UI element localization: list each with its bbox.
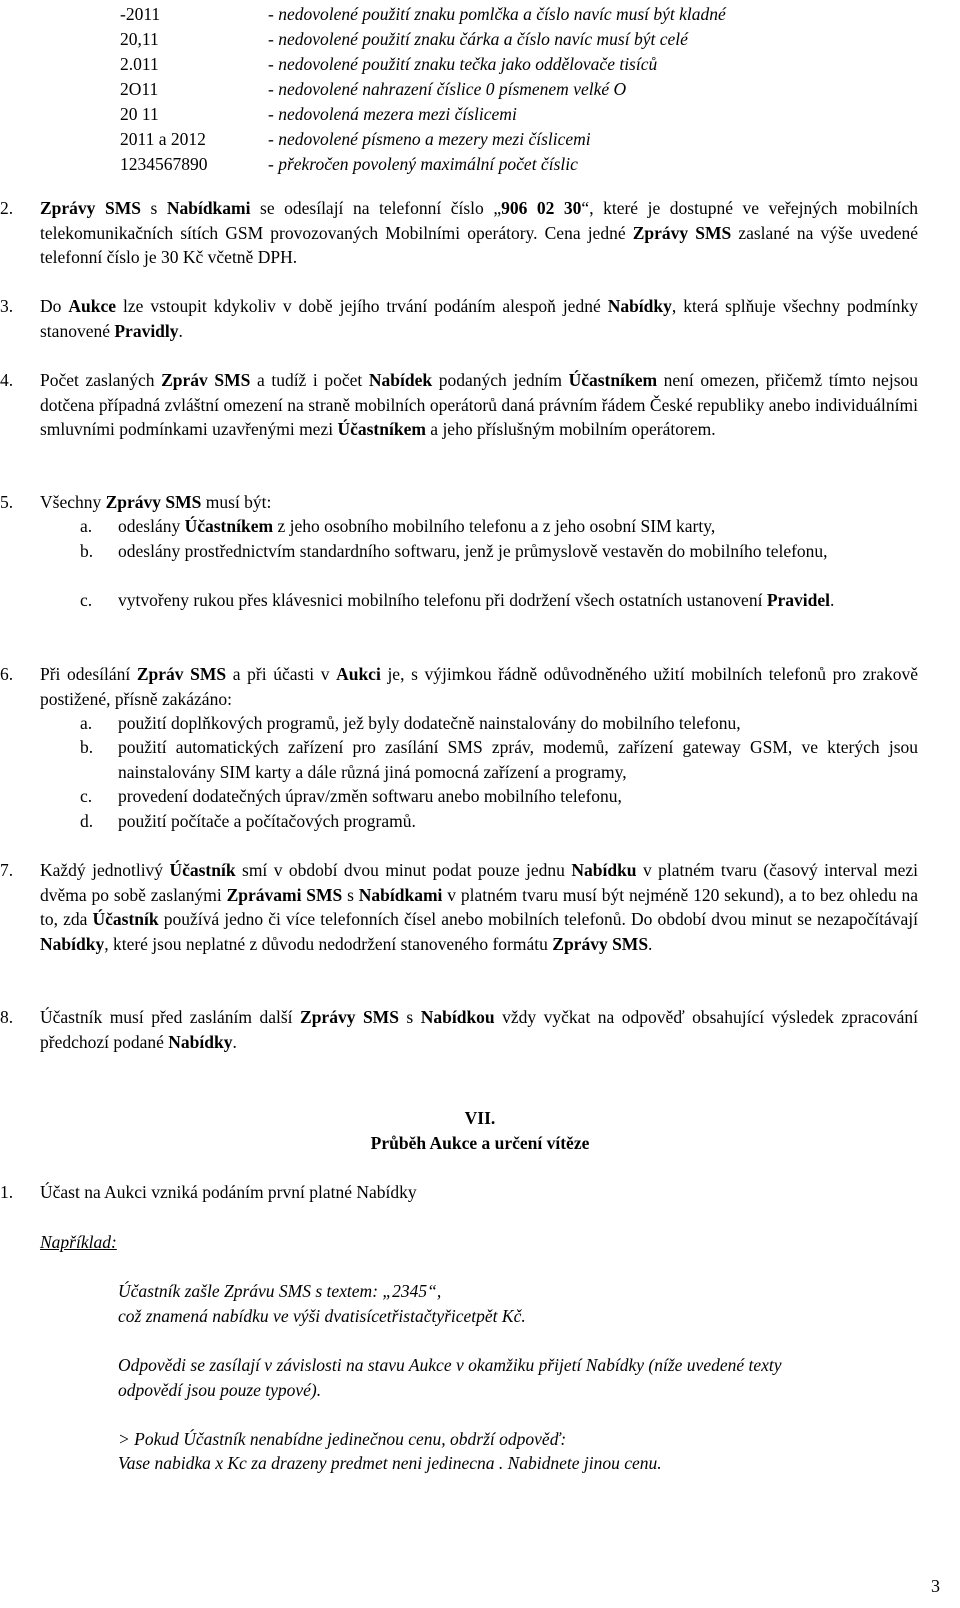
invalid-format-list xyxy=(120,2,880,177)
term: Zprávy SMS xyxy=(300,1007,399,1027)
term: Účastníkem xyxy=(184,516,274,536)
text: Při odesílání xyxy=(40,664,137,684)
text: použití počítače a počítačových programů. xyxy=(118,811,416,831)
sub-item-label: d. xyxy=(80,811,94,831)
list-item xyxy=(120,77,880,102)
text: . xyxy=(648,933,653,954)
code-example: 2O11 xyxy=(120,79,159,99)
code-description: - nedovolené použití znaku tečka jako oddělovače tisíců xyxy=(268,54,658,74)
paragraph-4 xyxy=(40,368,918,442)
code-description: - nedovolené písmeno a mezery mezi číslicemi xyxy=(268,129,591,149)
term: Nabídky xyxy=(168,1031,233,1052)
sub-item-label: b. xyxy=(80,737,94,757)
text: není omezen, přičemž tímto nejsou dotčena případná zvláštní omezení na straně mobilních operátorů daná právním řádem České republiky anebo individuálními smluvními podmínkami uzavřenými mezi xyxy=(40,370,918,439)
text: s xyxy=(398,1007,421,1027)
term: Nabídku xyxy=(571,860,637,880)
term: Aukci xyxy=(336,664,381,684)
text: “, které je dostupné ve veřejných mobilních telekomunikačních sítích GSM provozovaných Mobilními operátory. Cena jedné xyxy=(40,198,919,243)
paragraph-number: 2. xyxy=(0,198,14,218)
sub-item-label: b. xyxy=(80,541,94,561)
example-line: Odpovědi se zasílají v závislosti na stavu Aukce v okamžiku přijetí Nabídky (níže uvedené texty xyxy=(118,1355,782,1375)
text: , které jsou neplatné z důvodu nedodržení stanoveného formátu xyxy=(104,933,553,954)
code-description: - překročen povolený maximální počet číslic xyxy=(268,154,578,174)
text: Každý jednotlivý xyxy=(40,860,170,880)
code-description: - nedovolené nahrazení číslice 0 písmenem velké O xyxy=(268,79,627,99)
term: Aukce xyxy=(68,296,116,316)
example-line: což znamená nabídku ve výši dvatisícetřistačtyřicetpět Kč. xyxy=(118,1306,526,1326)
text: . xyxy=(178,320,183,341)
paragraph-number: 6. xyxy=(0,664,14,684)
example-label xyxy=(40,1230,117,1255)
text: . xyxy=(232,1031,237,1052)
text: a jeho příslušným mobilním operátorem. xyxy=(425,419,716,439)
sub-item-label: c. xyxy=(80,786,93,806)
code-example: 1234567890 xyxy=(120,154,208,174)
sub-item-a xyxy=(118,514,918,539)
text: odeslány prostřednictvím standardního softwaru, jenž je průmyslově vestavěn do mobilního telefonu, xyxy=(118,541,828,561)
term: Zprávy SMS xyxy=(632,222,732,243)
example-line: Vase nabidka x Kc za drazeny predmet neni jedinecna . Nabidnete jinou cenu. xyxy=(118,1453,662,1473)
paragraph-number: 7. xyxy=(0,860,14,880)
section-number: VII. xyxy=(464,1108,496,1128)
text: provedení dodatečných úprav/změn softwaru anebo mobilního telefonu, xyxy=(118,786,622,806)
code-example: 20 11 xyxy=(120,104,159,124)
sub-item-c xyxy=(118,784,918,809)
paragraph-number: 4. xyxy=(0,370,14,390)
list-item xyxy=(120,127,880,152)
code-example: -2011 xyxy=(120,4,161,24)
sub-item-a xyxy=(118,711,918,736)
term: Účastník xyxy=(92,909,159,929)
text: vytvořeny rukou přes klávesnici mobilního telefonu při dodržení všech ostatních ustanovení xyxy=(118,590,767,610)
code-description: - nedovolené použití znaku pomlčka a číslo navíc musí být kladné xyxy=(268,4,726,24)
term: Zpráv SMS xyxy=(161,370,251,390)
text: Účastník musí před zasláním další xyxy=(40,1007,301,1027)
text: je, s výjimkou řádně odůvodněného užití mobilních telefonů pro zrakově postižené, přísně zakázáno: xyxy=(40,664,918,709)
sub-item-label: a. xyxy=(80,516,93,536)
term: Zprávami SMS xyxy=(226,884,343,905)
example-line: > Pokud Účastník nenabídne jedinečnou cenu, obdrží odpověď: xyxy=(118,1429,567,1449)
text: zaslané na výše uvedené telefonní číslo je 30 Kč včetně DPH. xyxy=(40,222,919,267)
list-item xyxy=(120,27,880,52)
list-item xyxy=(120,52,880,77)
code-example: 2011 a 2012 xyxy=(120,129,206,149)
text: odeslány xyxy=(118,516,185,536)
sub-item-c xyxy=(118,588,918,613)
list-item xyxy=(120,152,880,177)
page-number: 3 xyxy=(931,1576,940,1596)
code-description: - nedovolené použití znaku čárka a číslo navíc musí být celé xyxy=(268,29,688,49)
sub-item-label: c. xyxy=(80,590,93,610)
term: Pravidly xyxy=(114,320,179,341)
term: Zpráv SMS xyxy=(136,664,227,684)
example-line: Účastník zašle Zprávu SMS s textem: „2345“, xyxy=(118,1281,442,1301)
term: Nabídkami xyxy=(358,884,443,905)
list-item xyxy=(120,102,880,127)
term: Zprávy SMS xyxy=(552,933,649,954)
paragraph-8 xyxy=(40,1005,918,1054)
paragraph-2 xyxy=(40,196,918,270)
paragraph-5 xyxy=(40,490,918,515)
text: v platném tvaru (časový interval mezi dvěma po sobě zaslanými xyxy=(40,860,918,905)
text: podaných jedním xyxy=(432,370,569,390)
section-paragraph-1: Účast na Aukci vzniká podáním první platné Nabídky xyxy=(40,1182,417,1202)
list-item xyxy=(120,2,880,27)
paragraph-7 xyxy=(40,858,918,956)
text: musí být: xyxy=(201,492,272,512)
text: lze vstoupit kdykoliv v době jejího trvání podáním alespoň jedné xyxy=(116,296,608,316)
text: s xyxy=(342,884,359,905)
text: s xyxy=(140,198,167,218)
example-line: odpovědí jsou pouze typové). xyxy=(118,1380,322,1400)
term: Zprávy SMS xyxy=(105,492,202,512)
code-description: - nedovolená mezera mezi číslicemi xyxy=(268,104,517,124)
term: Nabídkou xyxy=(420,1007,495,1027)
sub-item-d xyxy=(118,809,918,834)
sub-item-b xyxy=(118,735,918,784)
text: Do xyxy=(40,296,69,316)
paragraph-number: 8. xyxy=(0,1007,14,1027)
paragraph-number: 3. xyxy=(0,296,14,316)
term: Nabídkami xyxy=(166,198,251,218)
term: Pravidel xyxy=(766,590,830,610)
text: vždy vyčkat na odpověď obsahující výsledek zpracování předchozí podané xyxy=(40,1007,919,1052)
text: Všechny xyxy=(40,492,106,512)
text: , která splňuje všechny podmínky stanovené xyxy=(40,296,918,341)
term: Nabídky xyxy=(607,296,672,316)
code-example: 20,11 xyxy=(120,29,159,49)
code-example: 2.011 xyxy=(120,54,159,74)
term: Nabídky xyxy=(40,933,105,954)
example-label-text: Například: xyxy=(40,1232,117,1252)
text: použití doplňkových programů, jež byly dodatečně nainstalovány do mobilního telefonu, xyxy=(118,713,741,733)
phone-number: 906 02 30 xyxy=(501,198,582,218)
section-title: Průběh Aukce a určení vítěze xyxy=(370,1133,590,1153)
text: se odesílají na telefonní číslo „ xyxy=(250,198,502,218)
paragraph-number: 5. xyxy=(0,492,14,512)
paragraph-6 xyxy=(40,662,918,711)
text: . xyxy=(830,590,835,610)
term: Nabídek xyxy=(368,370,433,390)
text: Počet zaslaných xyxy=(40,370,162,390)
text: a při účasti v xyxy=(226,664,337,684)
term: Účastník xyxy=(169,860,236,880)
term: Účastníkem xyxy=(337,419,426,439)
term: Zprávy SMS xyxy=(40,198,141,218)
text: smí v období dvou minut podat pouze jednu xyxy=(235,860,572,880)
text: z jeho osobního mobilního telefonu a z jeho osobní SIM karty, xyxy=(273,516,716,536)
text: a tudíž i počet xyxy=(250,370,369,390)
sub-item-label: a. xyxy=(80,713,93,733)
sub-item-b xyxy=(118,539,918,564)
paragraph-number: 1. xyxy=(0,1182,14,1202)
text: používá jedno či více telefonních čísel anebo mobilních telefonů. Do období dvou minut se nezapočítávají xyxy=(158,909,919,929)
text: v platném tvaru musí být nejméně 120 sekund), a to bez ohledu na to, zda xyxy=(40,884,919,929)
paragraph-3 xyxy=(40,294,918,343)
text: použití automatických zařízení pro zasílání SMS zpráv, modemů, zařízení gateway GSM, ve kterých jsou nainstalovány SIM karty a dále různá jiná pomocná zařízení a programy, xyxy=(118,737,918,782)
term: Účastníkem xyxy=(568,370,658,390)
